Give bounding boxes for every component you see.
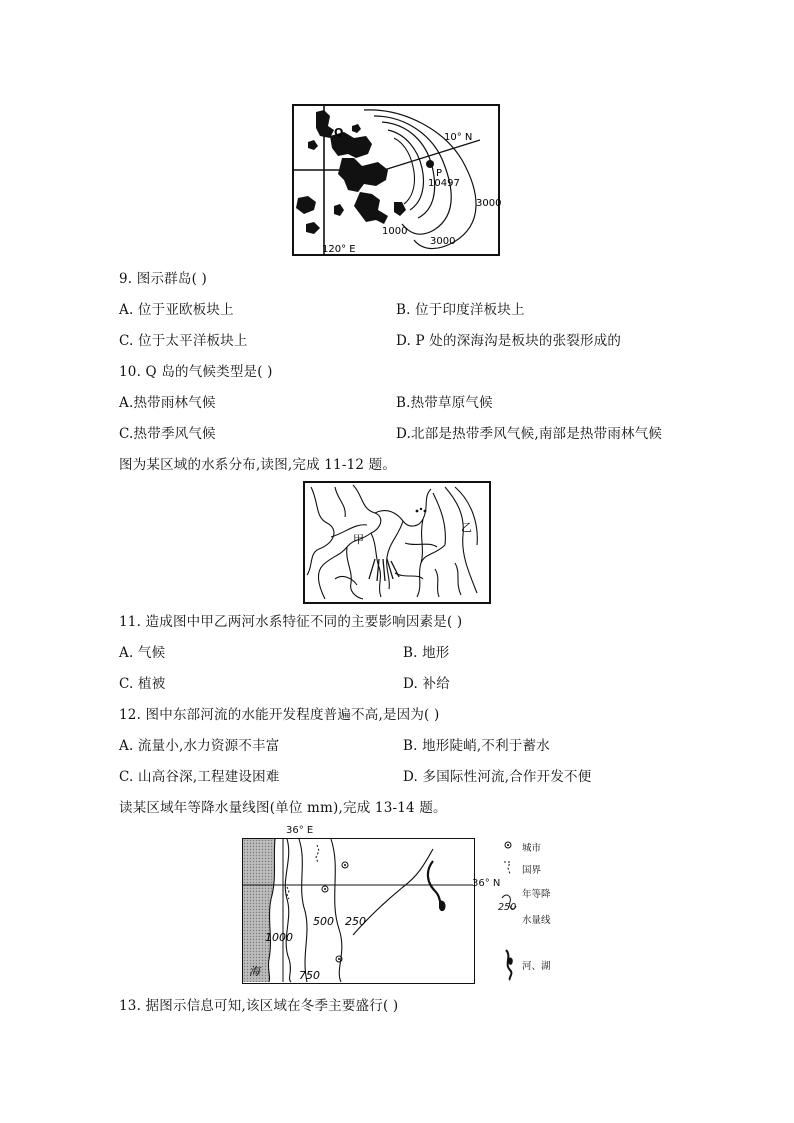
q11-option-d[interactable]: D. 补给 xyxy=(403,676,450,692)
contour-1000 xyxy=(388,130,424,210)
q9-option-d[interactable]: D. P 处的深海沟是板块的张裂形成的 xyxy=(396,333,622,349)
intro-11-12: 图为某区域的水系分布,读图,完成 11-12 题。 xyxy=(119,457,397,473)
label-sea: 海 xyxy=(249,965,260,978)
label-10n: 10° N xyxy=(444,132,473,143)
label-p: P xyxy=(436,168,443,179)
q13-stem: 13. 据图示信息可知,该区域在冬季主要盛行( ) xyxy=(119,998,399,1014)
q12-stem: 12. 图中东部河流的水能开发程度普遍不高,是因为( ) xyxy=(119,707,440,723)
q10-option-c[interactable]: C.热带季风气候 xyxy=(119,426,216,442)
point-p-marker xyxy=(426,160,434,168)
q12-option-b[interactable]: B. 地形陡峭,不利于蓄水 xyxy=(403,738,550,754)
lake-dots xyxy=(416,508,427,513)
q12-option-d[interactable]: D. 多国际性河流,合作开发不便 xyxy=(403,769,592,785)
delta-fan xyxy=(369,559,399,581)
label-500: 500 xyxy=(313,915,334,928)
q10-option-d[interactable]: D.北部是热带季风气候,南部是热带雨林气候 xyxy=(396,426,663,442)
label-depth: 10497 xyxy=(428,178,460,189)
q11-stem: 11. 造成图中甲乙两河水系特征不同的主要影响因素是( ) xyxy=(119,614,463,630)
q10-stem: 10. Q 岛的气候类型是( ) xyxy=(119,364,273,380)
q9-stem: 9. 图示群岛( ) xyxy=(119,271,207,287)
islands xyxy=(296,110,406,234)
label-yi: 乙 xyxy=(461,521,472,534)
river-icon xyxy=(506,950,511,980)
island-trench-map xyxy=(292,104,500,256)
label-1000: 1000 xyxy=(265,931,293,944)
isohyet-map xyxy=(242,838,475,984)
label-3000-bottom: 3000 xyxy=(430,236,456,247)
map-legend xyxy=(498,840,568,980)
label-120e: 120° E xyxy=(322,244,356,255)
legend-isohyet-line1: 年等降 xyxy=(522,889,551,900)
label-3000-right: 3000 xyxy=(476,198,502,209)
legend-river: 河、湖 xyxy=(522,961,551,972)
q9-option-a[interactable]: A. 位于亚欧板块上 xyxy=(119,302,234,318)
border-icon xyxy=(504,862,510,874)
legend-border: 国界 xyxy=(522,865,542,876)
rivers-and-coast xyxy=(307,485,477,599)
q11-option-a[interactable]: A. 气候 xyxy=(119,645,166,661)
q12-option-a[interactable]: A. 流量小,水力资源不丰富 xyxy=(119,738,280,754)
q10-option-a[interactable]: A.热带雨林气候 xyxy=(119,395,216,411)
isohyets xyxy=(285,839,433,982)
q10-option-b[interactable]: B.热带草原气候 xyxy=(396,395,493,411)
label-250: 250 xyxy=(345,915,366,928)
q11-option-c[interactable]: C. 植被 xyxy=(119,676,166,692)
q9-option-b[interactable]: B. 位于印度洋板块上 xyxy=(396,302,525,318)
q11-option-b[interactable]: B. 地形 xyxy=(403,645,450,661)
legend-isohyet-num: 250 xyxy=(498,902,517,913)
river-system-map xyxy=(303,481,491,604)
island-trench-map-drawing xyxy=(294,106,502,255)
lake xyxy=(439,900,446,911)
isohyet-map-lat-label: 36° N xyxy=(472,878,501,889)
label-1000: 1000 xyxy=(382,226,408,237)
river-system-map-drawing xyxy=(305,483,489,602)
label-q: Q xyxy=(334,126,344,139)
legend-isohyet-line2: 水量线 xyxy=(522,915,551,926)
label-jia: 甲 xyxy=(353,533,364,546)
label-750: 750 xyxy=(299,969,320,982)
legend-city: 城市 xyxy=(522,843,542,854)
isohyet-map-lon-label: 36° E xyxy=(286,825,314,836)
contour-shelf xyxy=(394,138,415,204)
border-line xyxy=(287,845,319,899)
q12-option-c[interactable]: C. 山高谷深,工程建设困难 xyxy=(119,769,280,785)
isohyet-map-drawing xyxy=(243,839,473,982)
q9-option-c[interactable]: C. 位于太平洋板块上 xyxy=(119,333,248,349)
intro-13-14: 读某区域年等降水量线图(单位 mm),完成 13-14 题。 xyxy=(119,800,447,816)
contour-inner xyxy=(382,122,435,218)
